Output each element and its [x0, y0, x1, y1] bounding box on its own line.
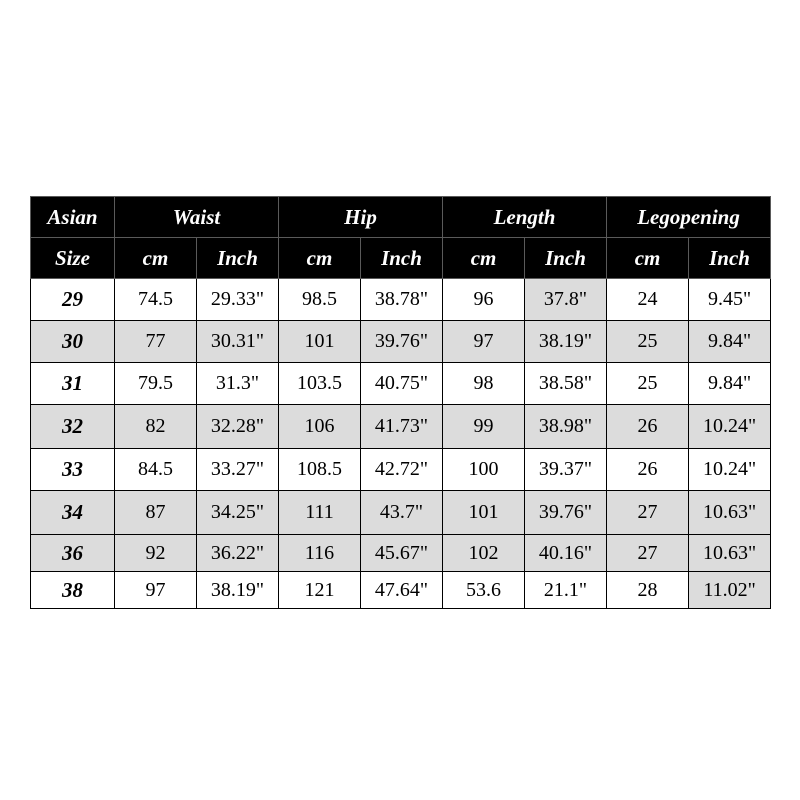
length-cm-cell: 98: [443, 363, 525, 405]
legopening-inch-cell: 10.63": [689, 535, 771, 572]
length-inch-cell: 38.19": [525, 321, 607, 363]
size-cell: 33: [31, 449, 115, 491]
length-cm-cell: 96: [443, 279, 525, 321]
table-row: [31, 572, 771, 609]
legopening-cm-cell: 25: [607, 321, 689, 363]
waist-inch-cell: 36.22": [197, 535, 279, 572]
header-legopening-inch: Inch: [689, 238, 771, 279]
hip-inch-cell: 38.78": [361, 279, 443, 321]
waist-inch-cell: 31.3": [197, 363, 279, 405]
table-header: [31, 197, 771, 279]
header-waist-cm: cm: [115, 238, 197, 279]
table-row: [31, 321, 771, 363]
size-cell: 38: [31, 572, 115, 609]
length-cm-cell: 102: [443, 535, 525, 572]
header-length-inch: Inch: [525, 238, 607, 279]
hip-inch-cell: 45.67": [361, 535, 443, 572]
size-chart-table: [30, 196, 771, 609]
length-cm-cell: 97: [443, 321, 525, 363]
size-cell: 32: [31, 405, 115, 449]
length-cm-cell: 100: [443, 449, 525, 491]
header-legopening-cm: cm: [607, 238, 689, 279]
legopening-inch-cell: 9.84": [689, 321, 771, 363]
legopening-inch-cell: 10.24": [689, 449, 771, 491]
header-row-units: [31, 238, 771, 279]
table-row: [31, 363, 771, 405]
size-cell: 30: [31, 321, 115, 363]
table-row: [31, 405, 771, 449]
waist-inch-cell: 29.33": [197, 279, 279, 321]
length-cm-cell: 101: [443, 491, 525, 535]
legopening-cm-cell: 26: [607, 405, 689, 449]
hip-cm-cell: 111: [279, 491, 361, 535]
length-inch-cell: 39.76": [525, 491, 607, 535]
size-cell: 31: [31, 363, 115, 405]
waist-cm-cell: 97: [115, 572, 197, 609]
table-row: [31, 491, 771, 535]
waist-cm-cell: 74.5: [115, 279, 197, 321]
waist-cm-cell: 82: [115, 405, 197, 449]
legopening-cm-cell: 27: [607, 491, 689, 535]
size-cell: 34: [31, 491, 115, 535]
hip-cm-cell: 116: [279, 535, 361, 572]
length-inch-cell: 39.37": [525, 449, 607, 491]
header-size: Size: [31, 238, 115, 279]
waist-inch-cell: 38.19": [197, 572, 279, 609]
length-cm-cell: 99: [443, 405, 525, 449]
length-cm-cell: 53.6: [443, 572, 525, 609]
hip-inch-cell: 41.73": [361, 405, 443, 449]
legopening-cm-cell: 28: [607, 572, 689, 609]
legopening-inch-cell: 10.63": [689, 491, 771, 535]
legopening-cm-cell: 25: [607, 363, 689, 405]
waist-cm-cell: 79.5: [115, 363, 197, 405]
table-row: [31, 535, 771, 572]
legopening-inch-cell: 11.02": [689, 572, 771, 609]
hip-cm-cell: 98.5: [279, 279, 361, 321]
length-inch-cell: 38.58": [525, 363, 607, 405]
legopening-cm-cell: 27: [607, 535, 689, 572]
legopening-inch-cell: 10.24": [689, 405, 771, 449]
waist-cm-cell: 84.5: [115, 449, 197, 491]
table-row: [31, 279, 771, 321]
hip-inch-cell: 39.76": [361, 321, 443, 363]
hip-cm-cell: 121: [279, 572, 361, 609]
legopening-cm-cell: 26: [607, 449, 689, 491]
legopening-inch-cell: 9.84": [689, 363, 771, 405]
header-hip-cm: cm: [279, 238, 361, 279]
header-waist-inch: Inch: [197, 238, 279, 279]
table-row: [31, 449, 771, 491]
header-hip: Hip: [279, 197, 443, 238]
hip-inch-cell: 47.64": [361, 572, 443, 609]
length-inch-cell: 37.8": [525, 279, 607, 321]
waist-cm-cell: 77: [115, 321, 197, 363]
header-length: Length: [443, 197, 607, 238]
header-hip-inch: Inch: [361, 238, 443, 279]
hip-cm-cell: 103.5: [279, 363, 361, 405]
length-inch-cell: 38.98": [525, 405, 607, 449]
size-cell: 29: [31, 279, 115, 321]
header-legopening: Legopening: [607, 197, 771, 238]
hip-cm-cell: 108.5: [279, 449, 361, 491]
header-waist: Waist: [115, 197, 279, 238]
legopening-cm-cell: 24: [607, 279, 689, 321]
waist-inch-cell: 30.31": [197, 321, 279, 363]
waist-cm-cell: 92: [115, 535, 197, 572]
hip-inch-cell: 40.75": [361, 363, 443, 405]
waist-cm-cell: 87: [115, 491, 197, 535]
length-inch-cell: 40.16": [525, 535, 607, 572]
hip-cm-cell: 106: [279, 405, 361, 449]
waist-inch-cell: 32.28": [197, 405, 279, 449]
legopening-inch-cell: 9.45": [689, 279, 771, 321]
table-body: [31, 279, 771, 609]
hip-cm-cell: 101: [279, 321, 361, 363]
length-inch-cell: 21.1": [525, 572, 607, 609]
size-cell: 36: [31, 535, 115, 572]
hip-inch-cell: 42.72": [361, 449, 443, 491]
header-row-groups: [31, 197, 771, 238]
hip-inch-cell: 43.7": [361, 491, 443, 535]
header-length-cm: cm: [443, 238, 525, 279]
header-asian: Asian: [31, 197, 115, 238]
waist-inch-cell: 33.27": [197, 449, 279, 491]
waist-inch-cell: 34.25": [197, 491, 279, 535]
